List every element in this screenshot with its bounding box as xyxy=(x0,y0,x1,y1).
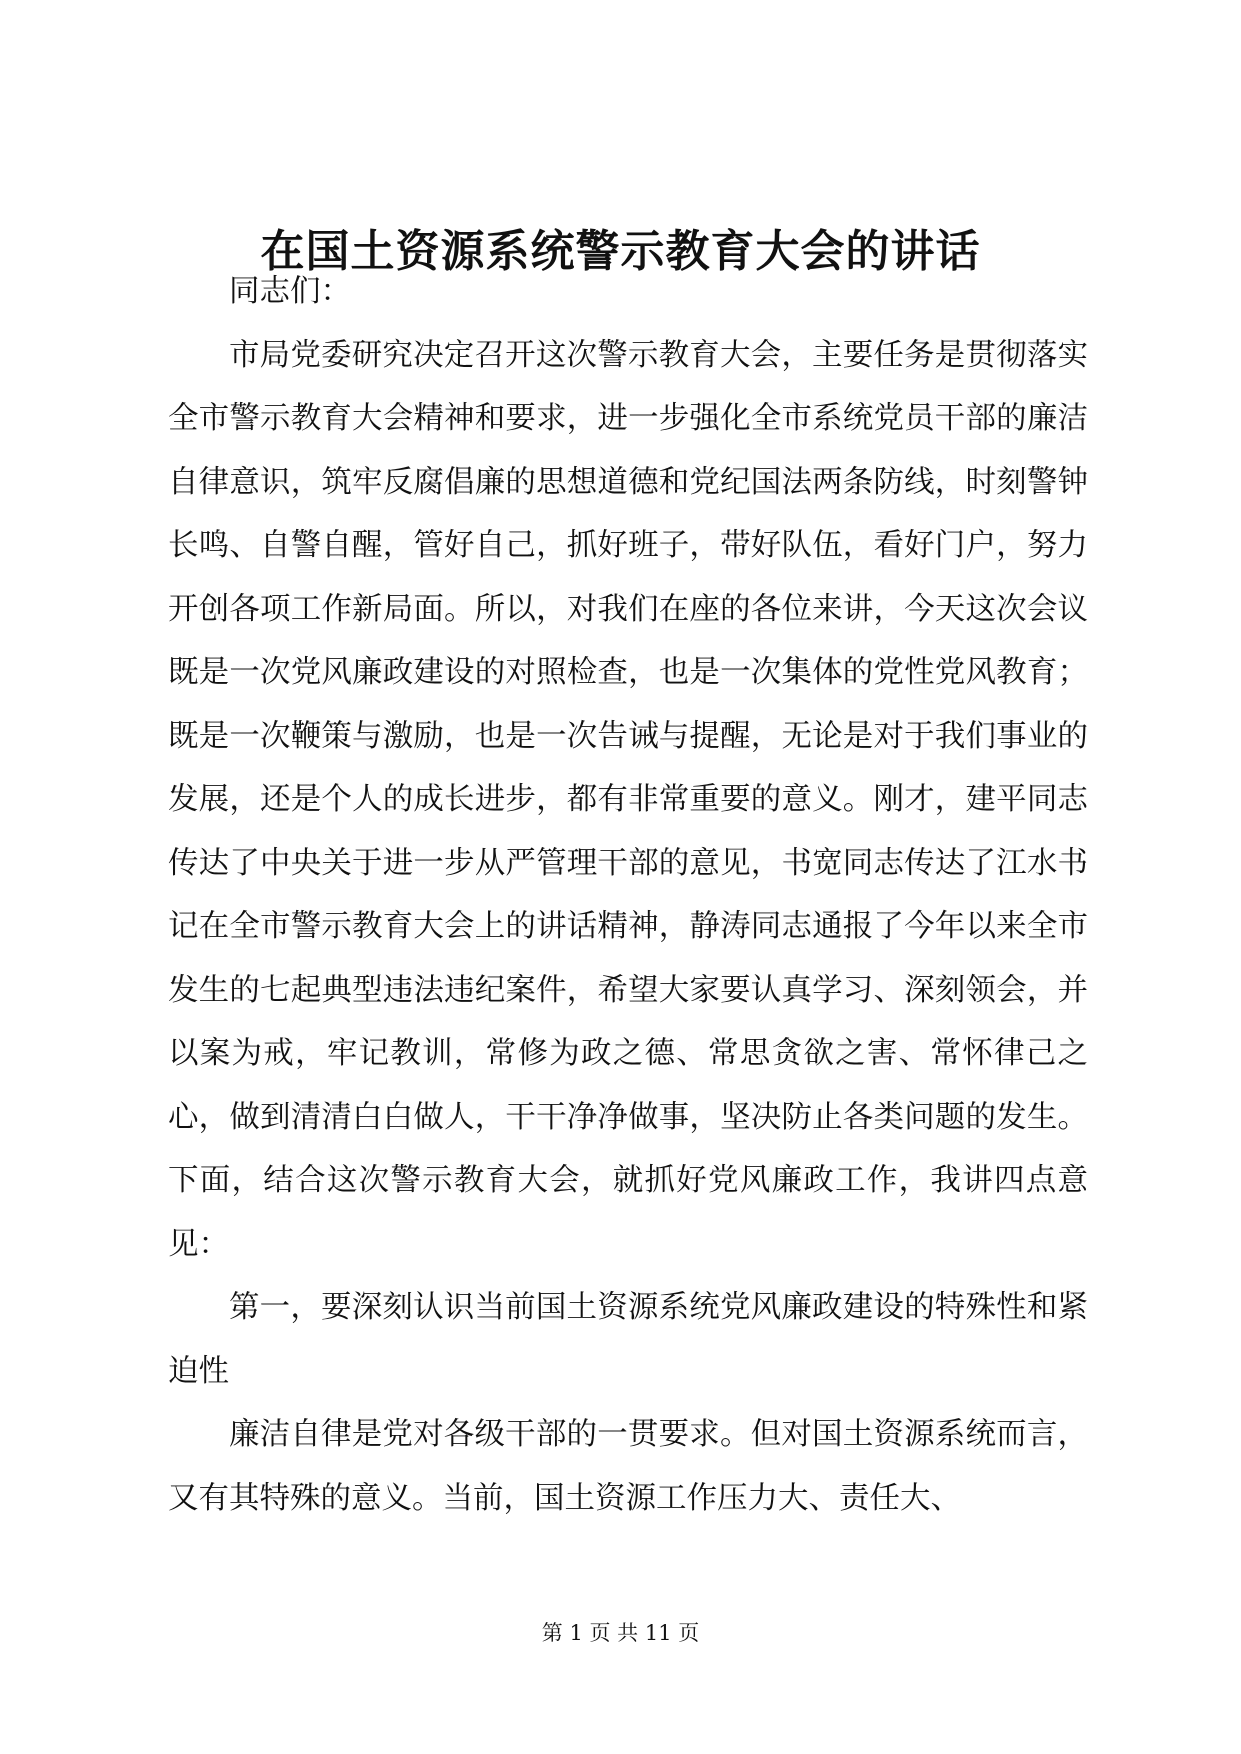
section-heading-paragraph: 第一，要深刻认识当前国土资源系统党风廉政建设的特殊性和紧迫性 xyxy=(168,1290,1088,1389)
body-paragraph: 市局党委研究决定召开这次警示教育大会，主要任务是贯彻落实全市警示教育大会精神和要求，进一步强化全市系统党员干部的廉洁自律意识，筑牢反腐倡廉的思想道德和党纪国法两条防线，时刻警钟长鸣、自警自醒，管好自己，抓好班子，带好队伍，看好门户，努力开创各项工作新局面。所以，对我们在座的各位来讲，今天这次会议既是一次党风廉政建设的对照检查，也是一次集体的党性党风教育；既是一次鞭策与激励，也是一次告诫与提醒，无论是对于我们事业的发展，还是个人的成长进步，都有非常重要的意义。刚才，建平同志传达了中央关于进一步从严管理干部的意见，书宽同志传达了江水书记在全市警示教育大会上的讲话精神，静涛同志通报了今年以来全市发生的七起典型违法违纪案件，希望大家要认真学习、深刻领会，并以案为戒，牢记教训，常修为政之德、常思贪欲之害、常怀律己之心，做到清清白白做人，干干净净做事，坚决防止各类问题的发生。下面，结合这次警示教育大会，就抓好党风廉政工作，我讲四点意见： xyxy=(168,337,1088,1262)
document-body xyxy=(168,260,1088,1530)
body-paragraph: 廉洁自律是党对各级干部的一贯要求。但对国土资源系统而言，又有其特殊的意义。当前，国土资源工作压力大、责任大、 xyxy=(168,1417,1088,1516)
greeting-paragraph: 同志们： xyxy=(229,274,351,309)
document-title: 在国土资源系统警示教育大会的讲话 xyxy=(260,226,981,277)
page-footer: 第 1 页 共 11 页 xyxy=(541,1621,700,1645)
